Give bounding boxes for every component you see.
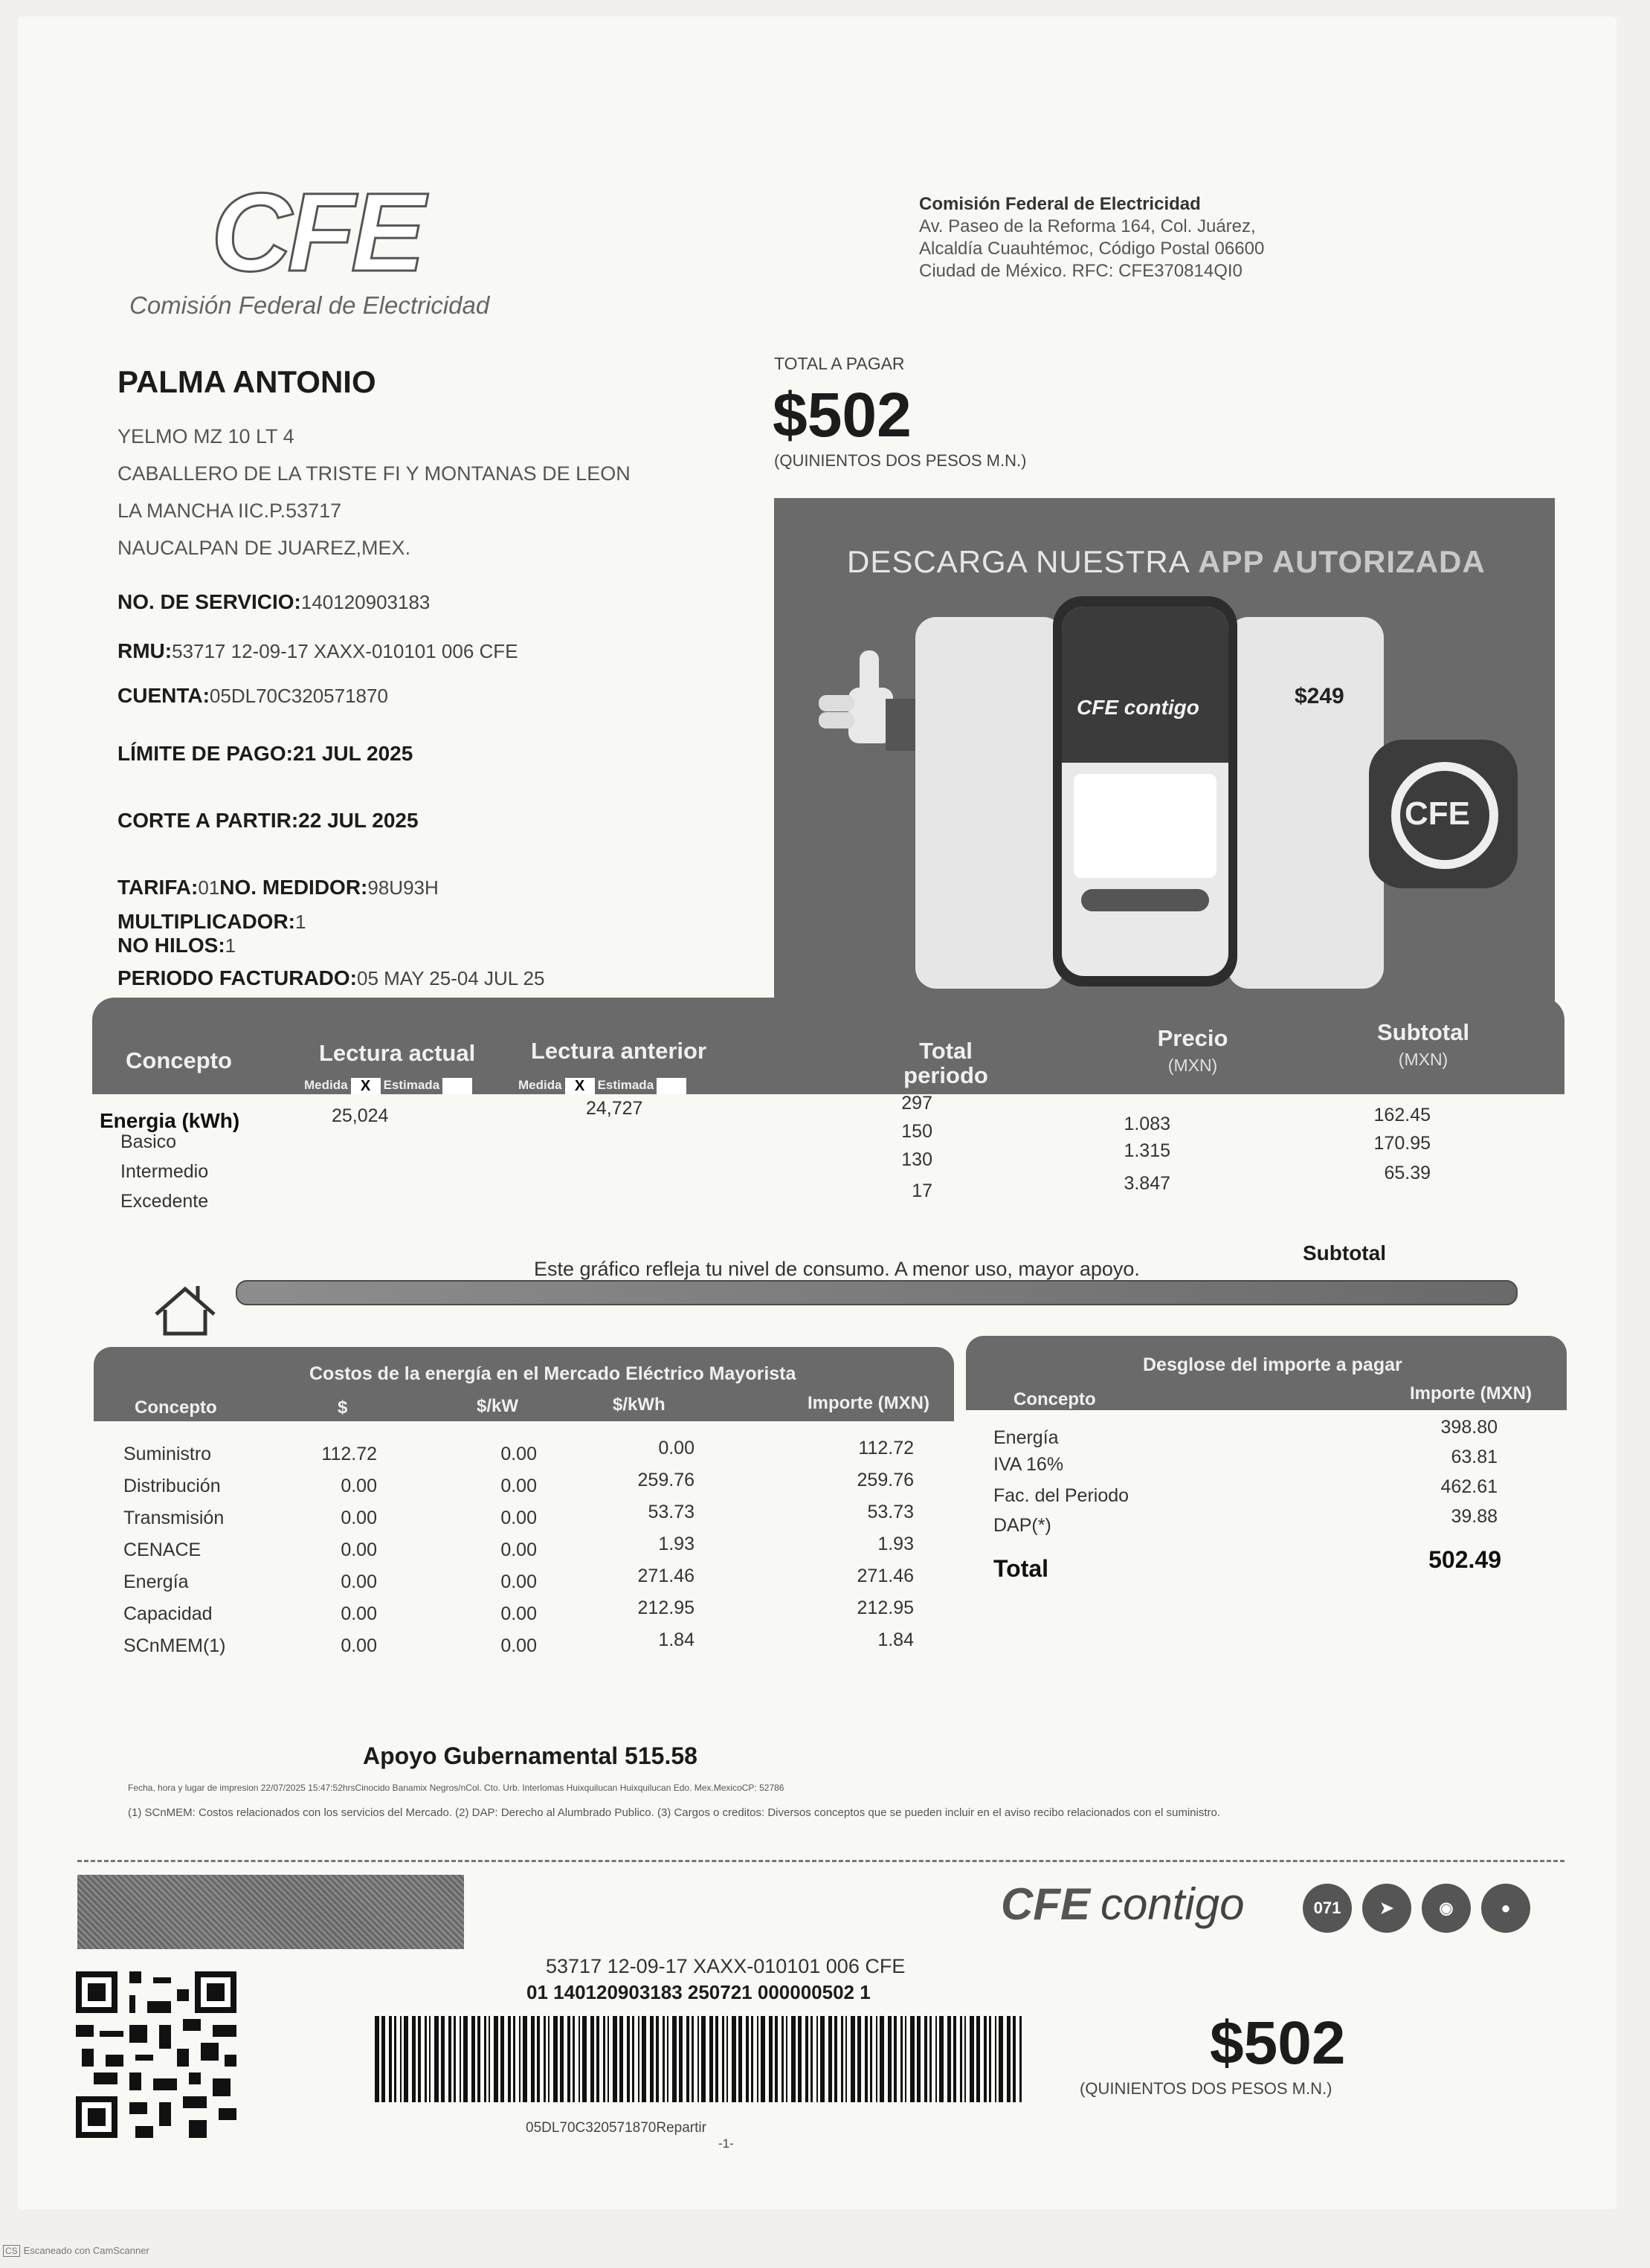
row-subtotal: 65.39 [1384,1163,1431,1183]
issuer-block [919,193,1264,282]
account [117,684,388,708]
cutoff-date-label: CORTE A PARTIR: [117,809,299,832]
current-reading: 25,024 [332,1105,389,1126]
mc-col-dollar: $ [338,1398,348,1418]
mc-row-value: 259.76 [637,1470,695,1490]
account-value: 05DL70C320571870 [209,685,388,707]
estimada-checkbox [657,1078,686,1094]
payment-deadline-label: LÍMITE DE PAGO: [117,742,293,765]
mc-row-concepto: CENACE [123,1540,202,1560]
phone-screen [1062,607,1228,976]
row-total: 150 [901,1121,932,1142]
medida-label: Medida [518,1078,562,1092]
account-label: CUENTA: [117,684,210,707]
mc-row-concepto: Distribución [123,1476,221,1496]
consumption-level-bar [236,1280,1518,1305]
medida-checkbox: X [351,1078,381,1094]
terms-footnote: (1) SCnMEM: Costos relacionados con los servicios del Mercado. (2) DAP: Derecho al Alumbrado Publico. (3) Cargos o creditos: Diversos conceptos que se pueden incluir en el aviso recibo relacionados con el suministro. [128,1806,1221,1819]
mc-row-value: 212.95 [637,1597,695,1618]
tariff-meter [117,876,439,899]
bd-row-concepto: IVA 16% [993,1454,1064,1475]
wires-label: NO HILOS: [117,934,225,957]
thumbs-up-icon [819,647,915,755]
billing-period [117,966,544,990]
mc-row-value: 259.76 [857,1470,914,1490]
row-subtotal: 170.95 [1373,1133,1431,1154]
rmu-value: 53717 12-09-17 XAXX-010101 006 CFE [172,640,518,662]
app-icon[interactable]: ◉ [1422,1884,1471,1933]
address-line: NAUCALPAN DE JUAREZ,MEX. [117,537,411,559]
total-amount-words: (QUINIENTOS DOS PESOS M.N.) [774,451,1027,470]
multiplier [117,910,306,934]
badge-text: CFE [1405,795,1470,832]
scanner-watermark [3,2245,149,2257]
cfe-contigo-logo [1001,1878,1244,1930]
rmu [117,639,518,663]
medida-label: Medida [304,1078,348,1092]
actual-reading-type [304,1078,475,1094]
barcode-bars [375,2016,1029,2102]
col-lectura-actual: Lectura actual [319,1040,476,1066]
multiplier-label: MULTIPLICADOR: [117,910,295,933]
service-number [117,590,430,614]
row-concepto: Excedente [120,1191,209,1212]
page-number: -1- [718,2136,734,2151]
wires-value: 1 [225,934,236,957]
payment-barcode [375,2016,1029,2102]
telegram-icon[interactable]: ➤ [1362,1884,1411,1933]
mc-row-concepto: SCnMEM(1) [123,1635,226,1656]
payment-deadline-value: 21 JUL 2025 [292,742,413,765]
mc-row-value: 112.72 [858,1438,914,1458]
phone-071-icon[interactable]: 071 [1303,1884,1352,1933]
energy-label: Energia (kWh) [100,1109,240,1132]
wires [117,934,236,957]
mc-col-importe: Importe (MXN) [808,1393,929,1413]
bd-total-value: 502.49 [1428,1546,1501,1573]
col-concepto: Concepto [126,1047,232,1073]
app-brand: CFE contigo [1077,696,1199,719]
row-precio: 1.315 [1124,1140,1170,1161]
estimada-label: Estimada [383,1078,440,1092]
promo-title [847,544,1486,580]
breakdown-title: Desglose del importe a pagar [1143,1354,1402,1375]
camscanner-icon: CS [3,2245,20,2257]
payment-stamp-area [77,1875,464,1949]
mc-row-value: 0.00 [500,1635,537,1656]
row-precio: 1.083 [1124,1114,1170,1134]
promo-title-highlight: APP AUTORIZADA [1198,544,1486,579]
customer-address [117,418,631,566]
mc-row-value: 0.00 [658,1438,695,1458]
mc-row-value: 0.00 [341,1540,377,1560]
bd-row-concepto: Fac. del Periodo [993,1485,1129,1506]
mc-row-value: 271.46 [857,1566,914,1586]
consumption-table-header [92,998,1564,1094]
col-precio: Precio [1157,1025,1228,1051]
total-label: TOTAL A PAGAR [774,354,905,373]
bd-row-importe: 462.61 [1440,1476,1498,1497]
mc-row-value: 112.72 [321,1444,377,1464]
cfe-logo: CFE [211,169,421,294]
service-number-value: 140120903183 [300,591,431,613]
mc-row-concepto: Energía [123,1571,189,1592]
phone-left [915,617,1064,989]
row-concepto: Basico [120,1131,177,1152]
issuer-address-line: Ciudad de México. RFC: CFE370814QI0 [919,261,1243,281]
mc-row-value: 0.00 [341,1476,377,1496]
market-costs-header [94,1347,954,1421]
mc-row-value: 0.00 [500,1571,537,1592]
app-promo-banner[interactable] [774,498,1555,1009]
mc-row-value: 1.84 [877,1629,914,1650]
mc-row-value: 0.00 [500,1476,537,1496]
mc-row-value: 53.73 [648,1502,695,1522]
col-lectura-anterior: Lectura anterior [531,1038,707,1064]
tear-off-line [77,1860,1564,1862]
bd-row-concepto: DAP(*) [993,1515,1051,1536]
col-precio-unit: (MXN) [1167,1056,1218,1075]
medida-checkbox: X [565,1078,595,1094]
reference-line: 53717 12-09-17 XAXX-010101 006 CFE [546,1955,906,1977]
previous-reading-type [518,1078,689,1094]
mc-row-value: 0.00 [500,1603,537,1624]
row-total: 130 [901,1149,932,1170]
cutoff-date-value: 22 JUL 2025 [298,809,419,832]
bd-row-concepto: Energía [993,1427,1059,1448]
address-line: YELMO MZ 10 LT 4 [117,425,294,448]
house-icon [152,1280,219,1340]
phone-pay-button [1081,889,1209,911]
mc-row-value: 0.00 [341,1508,377,1528]
cfe-contigo-logo-contigo: contigo [1100,1879,1245,1929]
payment-reference: 01 140120903183 250721 000000502 1 [526,1981,871,2003]
mc-col-concepto: Concepto [135,1398,217,1418]
issuer-address-line: Av. Paseo de la Reforma 164, Col. Juárez, [919,216,1256,236]
mc-row-value: 0.00 [341,1603,377,1624]
issuer-name: Comisión Federal de Electricidad [919,194,1201,214]
phone-right [1228,617,1384,989]
mc-row-value: 53.73 [867,1502,914,1522]
meter-value: 98U93H [367,876,439,899]
mc-col-kwh: $/kWh [613,1395,666,1415]
cfe-logo-subtitle: Comisión Federal de Electricidad [129,291,490,319]
mc-row-concepto: Transmisión [123,1508,225,1528]
mc-row-value: 0.00 [500,1444,537,1464]
stub-total-amount: $502 [1210,2009,1346,2077]
bd-col-concepto: Concepto [1013,1389,1096,1409]
mc-row-value: 212.95 [857,1597,914,1618]
stub-account: 05DL70C320571870Repartir [526,2120,706,2136]
billing-period-label: PERIODO FACTURADO: [117,966,357,989]
phone-main [1053,596,1237,986]
mc-row-value: 1.84 [658,1629,695,1650]
row-concepto: Intermedio [120,1161,209,1182]
phone-screen-header [1062,607,1228,763]
bd-col-importe: Importe (MXN) [1410,1383,1532,1403]
bd-row-importe: 63.81 [1451,1447,1498,1467]
mc-row-value: 1.93 [658,1534,695,1554]
location-pin-icon[interactable]: ● [1481,1884,1530,1933]
mc-row-value: 271.46 [637,1566,695,1586]
promo-title-plain: DESCARGA NUESTRA [847,544,1199,579]
address-line: CABALLERO DE LA TRISTE FI Y MONTANAS DE LEON [117,462,631,485]
bd-row-importe: 39.88 [1451,1506,1498,1527]
graph-caption: Este gráfico refleja tu nivel de consumo. A menor uso, mayor apoyo. [534,1258,1140,1280]
print-info-footnote: Fecha, hora y lugar de impresion 22/07/2025 15:47:52hrsCinocido Banamix Negros/nCol. Cto. Urb. Interlomas Huixquilucan Huixquilucan Edo. Mex.MexicoCP: 52786 [128,1783,784,1793]
bd-row-importe: 398.80 [1440,1417,1498,1438]
meter-label: NO. MEDIDOR: [219,876,368,899]
mc-row-value: 1.93 [877,1534,914,1554]
payment-deadline [117,742,413,766]
issuer-address-line: Alcaldía Cuauhtémoc, Código Postal 06600 [919,239,1265,259]
col-total-periodo: Total periodo [903,1038,988,1088]
total-amount: $502 [773,380,912,450]
mc-row-value: 0.00 [341,1571,377,1592]
previous-reading: 24,727 [586,1098,643,1119]
government-support: Apoyo Gubernamental 515.58 [363,1742,697,1769]
qr-code [76,1971,236,2138]
breakdown-header [966,1336,1567,1410]
tariff-value: 01 [198,876,220,899]
cutoff-date [117,809,419,833]
promo-price: $249 [1295,684,1344,708]
row-precio: 3.847 [1124,1173,1170,1194]
estimada-label: Estimada [597,1078,654,1092]
col-subtotal-unit: (MXN) [1398,1050,1448,1069]
bd-total-label: Total [993,1555,1049,1582]
address-line: LA MANCHA IIC.P.53717 [117,500,342,522]
cfe-app-badge [1369,740,1518,888]
total-kwh: 297 [901,1093,932,1114]
customer-name: PALMA ANTONIO [117,364,376,399]
mc-row-concepto: Suministro [123,1444,212,1464]
billing-period-value: 05 MAY 25-04 JUL 25 [357,967,545,989]
cfe-contigo-logo-cfe: CFE [1001,1879,1090,1929]
mc-row-value: 0.00 [500,1540,537,1560]
col-subtotal: Subtotal [1377,1019,1469,1045]
market-costs-title: Costos de la energía en el Mercado Eléctrico Mayorista [309,1363,796,1384]
phone-card [1074,774,1216,878]
row-total: 17 [912,1180,932,1201]
bill-sheet [18,16,1617,2209]
tariff-label: TARIFA: [117,876,199,899]
multiplier-value: 1 [295,911,306,933]
mc-row-value: 0.00 [500,1508,537,1528]
scanner-note: Escaneado con CamScanner [23,2245,149,2256]
stub-total-words: (QUINIENTOS DOS PESOS M.N.) [1080,2079,1332,2098]
mc-row-concepto: Capacidad [123,1603,213,1624]
rmu-label: RMU: [117,639,173,662]
mc-row-value: 0.00 [341,1635,377,1656]
estimada-checkbox [442,1078,472,1094]
mc-col-kw: $/kW [477,1396,519,1416]
graph-subtotal-label: Subtotal [1303,1241,1386,1264]
row-subtotal: 162.45 [1373,1105,1431,1125]
service-number-label: NO. DE SERVICIO: [117,590,301,613]
